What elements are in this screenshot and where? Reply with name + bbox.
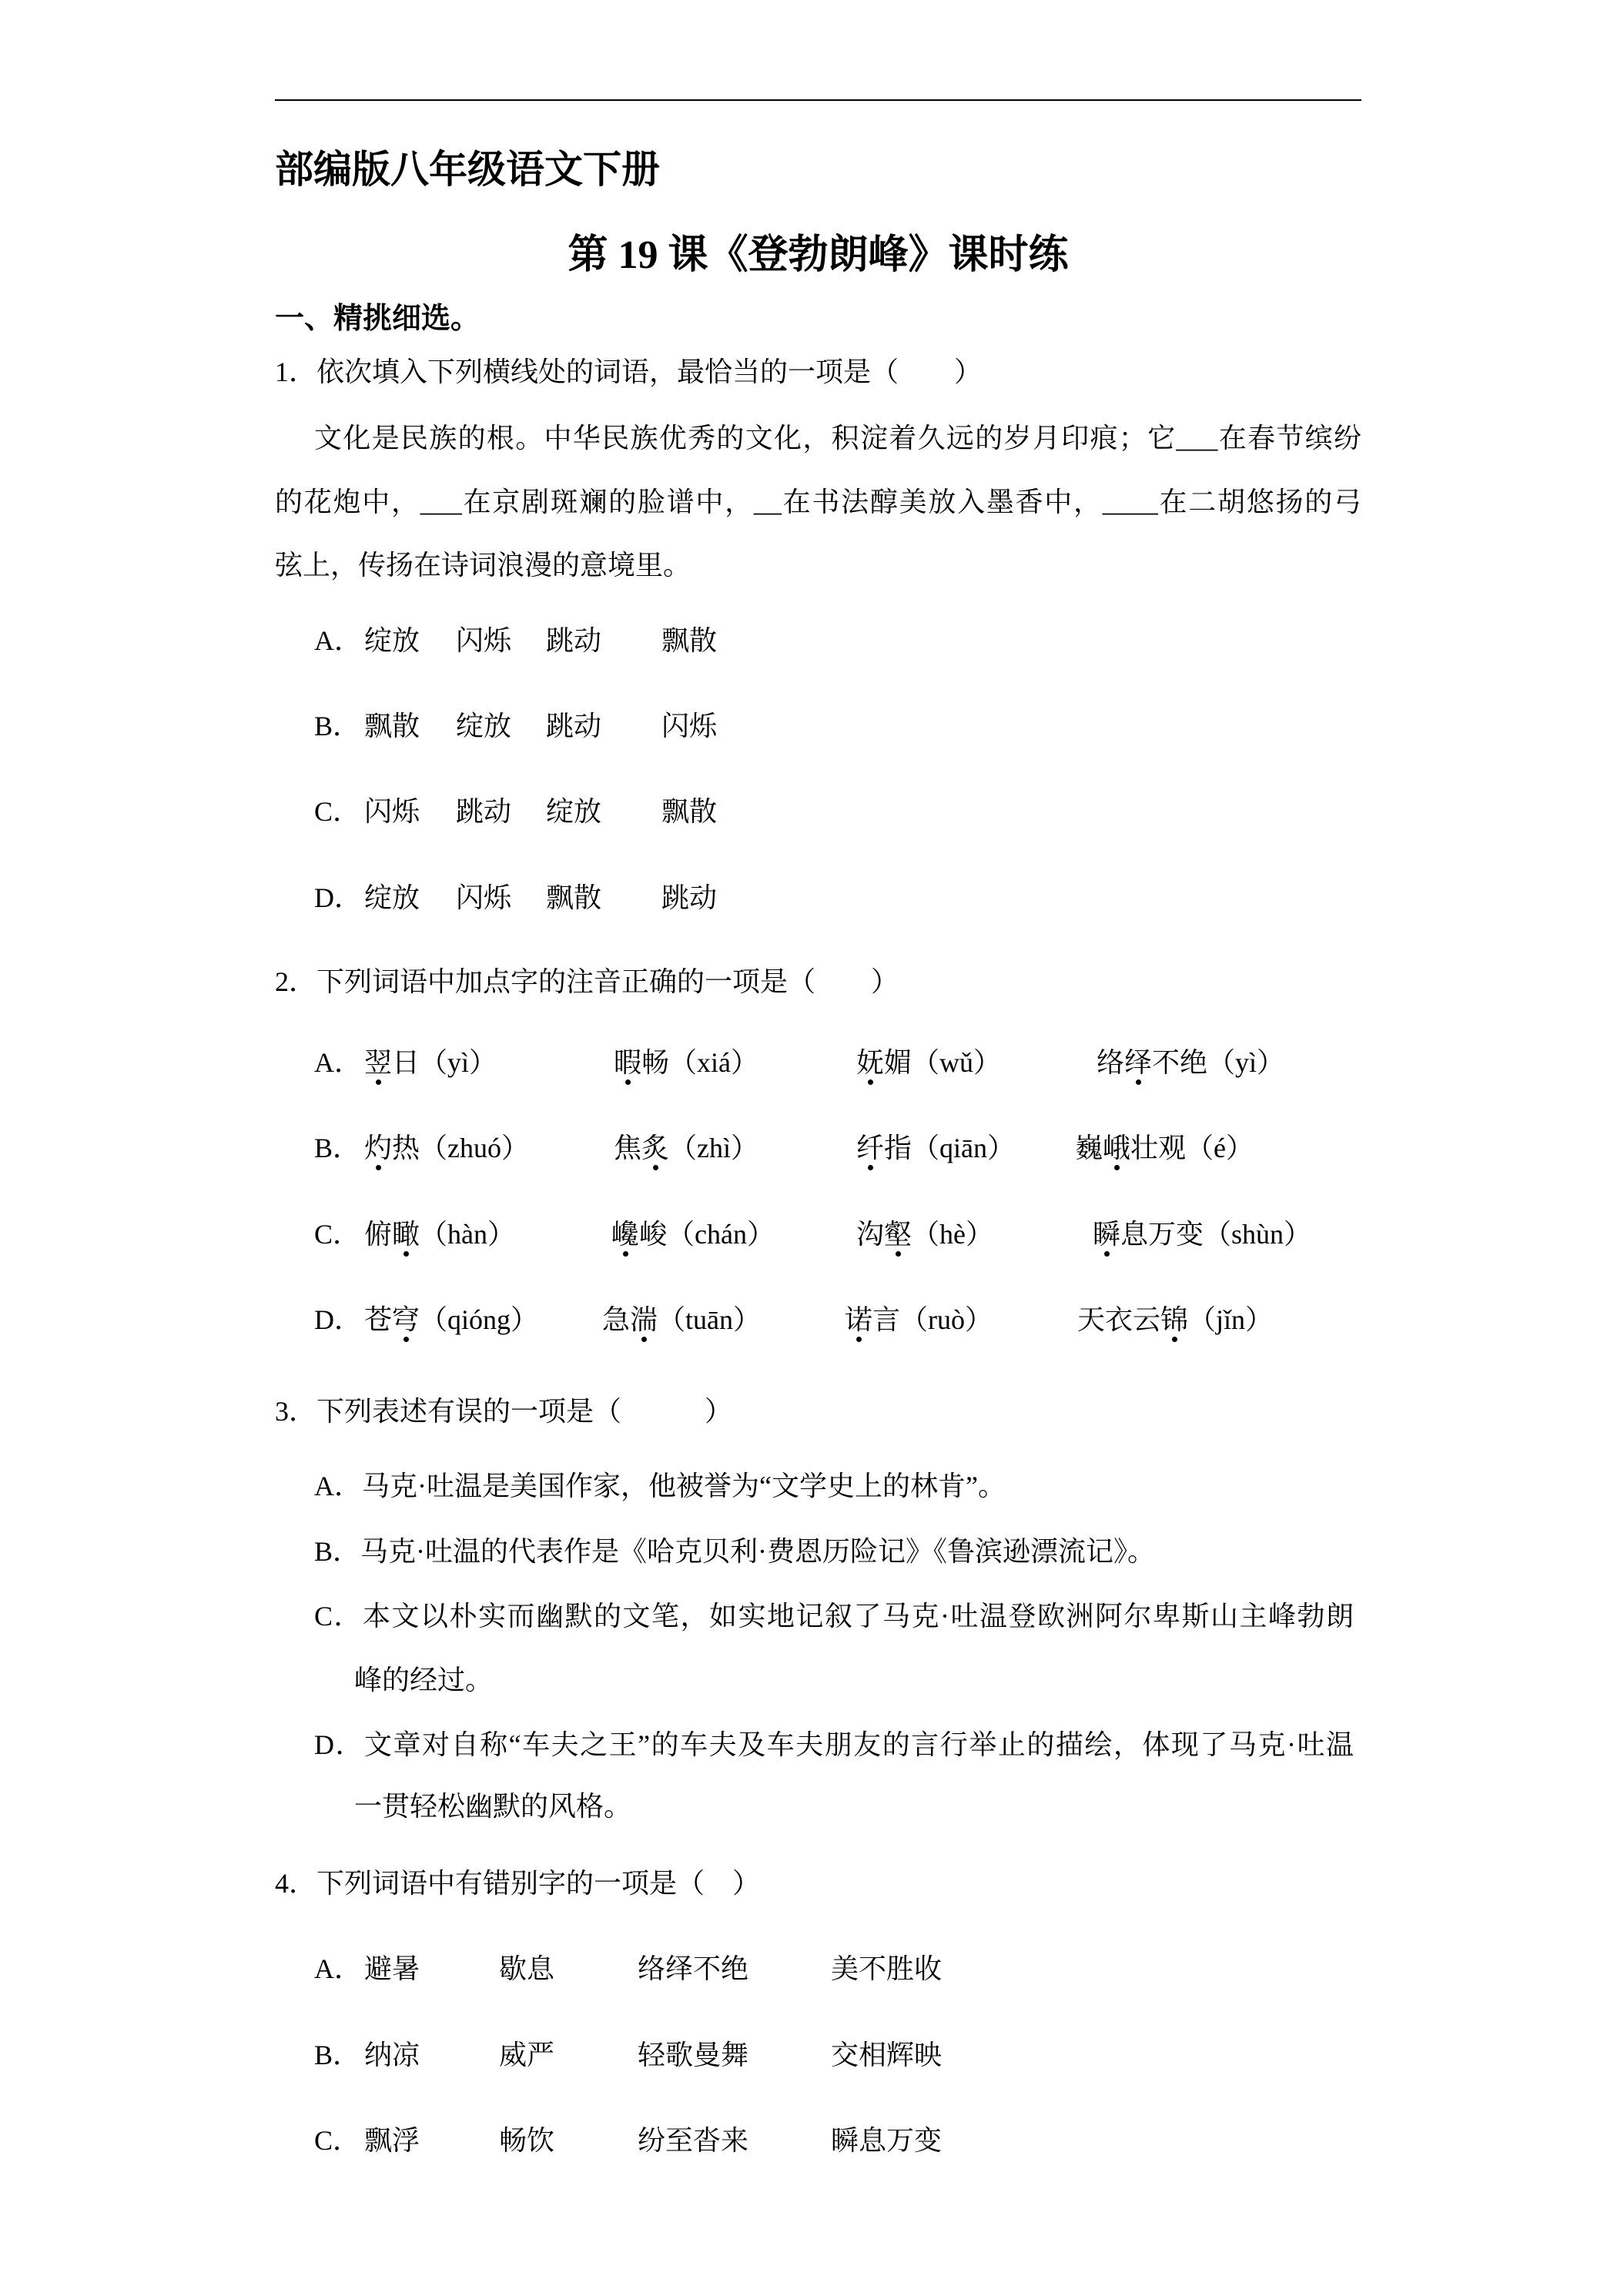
option-word: 跳动 [546, 625, 602, 656]
pinyin-term [614, 1046, 758, 1079]
pinyin-term [1093, 1217, 1311, 1251]
question-1-stem: 1．依次填入下列横线处的词语，最恰当的一项是（ ） [275, 356, 983, 387]
option-word: 闪烁 [661, 711, 718, 741]
term-suffix: 峻 [639, 1219, 668, 1250]
option-word: 飘散 [661, 625, 718, 656]
option-word: 纷至沓来 [638, 2125, 749, 2156]
q4-option-b [0, 2038, 1624, 2072]
option-text: 马克·吐温是美国作家，他被誉为“文学史上的林肯”。 [362, 1471, 1006, 1501]
option-word: 避暑 [364, 1953, 420, 1984]
dotted-char: 绎 [1124, 1047, 1153, 1078]
option-label: A． [314, 625, 362, 656]
dotted-char: 锦 [1160, 1304, 1189, 1335]
dotted-char: 瞰 [392, 1219, 420, 1250]
q2-option-a [0, 1046, 1624, 1079]
term-suffix: 指 [884, 1133, 912, 1163]
q4-option-c [0, 2124, 1624, 2157]
option-word: 畅饮 [499, 2125, 555, 2156]
term-suffix: 媚 [884, 1047, 912, 1078]
option-word: 飘散 [661, 796, 718, 827]
question-2-stem: 2．下列词语中加点字的注音正确的一项是（ ） [275, 966, 899, 997]
option-label: A． [314, 1047, 362, 1078]
term-suffix: 日 [392, 1047, 420, 1078]
term-suffix: 息万变 [1120, 1219, 1204, 1250]
option-word: 跳动 [546, 711, 602, 741]
dotted-char: 巉 [611, 1219, 640, 1250]
passage-line: 弦上，传扬在诗词浪漫的意境里。 [275, 550, 691, 581]
dotted-char: 灼 [364, 1133, 393, 1163]
pinyin: （tuān） [658, 1304, 762, 1335]
option-word: 绽放 [546, 796, 602, 827]
option-word: 威严 [499, 2040, 555, 2070]
passage-line: 的花炮中，___在京剧斑斓的脸谱中，__在书法醇美放入墨香中，____在二胡悠扬的弓 [275, 487, 1361, 517]
term-prefix: 络 [1097, 1047, 1125, 1078]
option-label: B． [314, 1133, 361, 1163]
pinyin: （zhuó） [420, 1133, 530, 1163]
option-label: A． [314, 1953, 362, 1984]
dotted-char: 峨 [1103, 1133, 1131, 1163]
term-suffix: 不绝 [1152, 1047, 1208, 1078]
pinyin: （wǔ） [912, 1047, 1002, 1078]
term-prefix: 焦 [614, 1133, 642, 1163]
term-prefix: 巍 [1075, 1133, 1103, 1163]
term-prefix: 急 [602, 1304, 631, 1335]
pinyin-term [364, 1131, 529, 1165]
option-word: 跳动 [661, 882, 718, 913]
option-text-continued: 峰的经过。 [354, 1665, 494, 1695]
pinyin: （shùn） [1204, 1219, 1312, 1250]
pinyin-term [856, 1046, 1001, 1079]
pinyin: （jǐn） [1188, 1304, 1274, 1335]
option-label: C． [314, 2125, 361, 2156]
q3-option-c [314, 1599, 1354, 1633]
option-word: 飘散 [364, 711, 420, 741]
q3-option-d [314, 1728, 1354, 1762]
pinyin: （ruò） [900, 1304, 993, 1335]
option-word: 瞬息万变 [831, 2125, 943, 2156]
pinyin-term [364, 1217, 515, 1251]
option-label: B． [314, 711, 361, 741]
option-word: 交相辉映 [831, 2040, 943, 2070]
q2-option-c [0, 1217, 1624, 1251]
series-heading: 部编版八年级语文下册 [275, 148, 660, 191]
q2-option-b [0, 1131, 1624, 1165]
pinyin-term [364, 1046, 497, 1079]
q3-option-a [314, 1469, 1006, 1503]
pinyin-term [845, 1303, 993, 1337]
option-word: 飘浮 [364, 2125, 420, 2156]
dotted-char: 穹 [392, 1304, 420, 1335]
option-word: 闪烁 [456, 625, 512, 656]
pinyin-term [1097, 1046, 1284, 1079]
header-rule [275, 99, 1361, 101]
option-word: 绽放 [364, 625, 420, 656]
q1-option-c [0, 795, 1624, 828]
option-label: C． [314, 1601, 363, 1632]
q1-option-d [0, 881, 1624, 915]
option-word: 闪烁 [364, 796, 420, 827]
option-word: 轻歌曼舞 [638, 2040, 749, 2070]
option-label: D． [314, 1304, 362, 1335]
dotted-char: 炙 [641, 1133, 670, 1163]
option-text: 马克·吐温的代表作是《哈克贝利·费恩历险记》《鲁滨逊漂流记》。 [360, 1536, 1155, 1567]
option-label: D． [314, 882, 362, 913]
dotted-char: 瞬 [1093, 1219, 1121, 1250]
passage-line: 文化是民族的根。中华民族优秀的文化，积淀着久远的岁月印痕；它___在春节缤纷 [314, 423, 1361, 454]
option-text: 文章对自称“车夫之王”的车夫及车夫朋友的言行举止的描绘，体现了马克·吐温 [364, 1729, 1354, 1760]
pinyin-term [614, 1131, 758, 1165]
dotted-char: 纤 [856, 1133, 885, 1163]
question-4-stem: 4．下列词语中有错别字的一项是（ ） [275, 1868, 761, 1899]
dotted-char: 湍 [630, 1304, 658, 1335]
option-word: 歇息 [499, 1953, 555, 1984]
option-text: 本文以朴实而幽默的文笔，如实地记叙了马克·吐温登欧洲阿尔卑斯山主峰勃朗 [363, 1601, 1354, 1632]
term-prefix: 俯 [364, 1219, 393, 1250]
term-suffix: 壮观 [1130, 1133, 1187, 1163]
term-suffix: 热 [392, 1133, 420, 1163]
option-word: 绽放 [456, 711, 512, 741]
option-word: 纳凉 [364, 2040, 420, 2070]
term-prefix: 沟 [856, 1219, 885, 1250]
option-text-continued: 一贯轻松幽默的风格。 [354, 1791, 632, 1822]
term-prefix: 苍 [364, 1304, 393, 1335]
section-heading: 一、精挑细选。 [275, 303, 481, 335]
dotted-char: 翌 [364, 1047, 393, 1078]
option-word: 跳动 [456, 796, 512, 827]
pinyin-term [611, 1217, 775, 1251]
option-label: D． [314, 1729, 365, 1760]
q2-option-d [0, 1303, 1624, 1337]
pinyin: （é） [1186, 1133, 1254, 1163]
term-prefix: 天衣云 [1077, 1304, 1161, 1335]
pinyin: （hàn） [420, 1219, 516, 1250]
option-label: B． [314, 1536, 361, 1567]
pinyin-term [1075, 1131, 1254, 1165]
q3-option-b [314, 1535, 1155, 1568]
option-word: 飘散 [546, 882, 602, 913]
option-word: 绽放 [364, 882, 420, 913]
pinyin-term [856, 1217, 993, 1251]
pinyin-term [602, 1303, 761, 1337]
dotted-char: 妩 [856, 1047, 885, 1078]
q4-option-a [0, 1952, 1624, 1986]
dotted-char: 壑 [884, 1219, 912, 1250]
pinyin: （zhì） [669, 1133, 759, 1163]
question-3-stem: 3．下列表述有误的一项是（ ） [275, 1396, 733, 1427]
pinyin: （yì） [420, 1047, 497, 1078]
pinyin-term [1077, 1303, 1273, 1337]
term-suffix: 言 [872, 1304, 901, 1335]
pinyin: （xiá） [669, 1047, 759, 1078]
pinyin: （qiān） [912, 1133, 1016, 1163]
q1-option-b [0, 709, 1624, 743]
option-word: 络绎不绝 [638, 1953, 749, 1984]
option-word: 闪烁 [456, 882, 512, 913]
dotted-char: 诺 [845, 1304, 873, 1335]
worksheet-title: 第 19 课《登勃朗峰》课时练 [568, 233, 1069, 277]
dotted-char: 暇 [614, 1047, 642, 1078]
option-word: 美不胜收 [831, 1953, 943, 1984]
pinyin-term [364, 1303, 538, 1337]
q1-option-a [0, 624, 1624, 658]
term-suffix: 畅 [641, 1047, 670, 1078]
pinyin: （qióng） [420, 1304, 539, 1335]
option-label: C． [314, 1219, 361, 1250]
pinyin-term [856, 1131, 1015, 1165]
option-label: B． [314, 2040, 361, 2070]
option-label: A． [314, 1471, 362, 1501]
pinyin: （chán） [667, 1219, 775, 1250]
pinyin: （yì） [1207, 1047, 1285, 1078]
option-label: C． [314, 796, 361, 827]
pinyin: （hè） [912, 1219, 994, 1250]
